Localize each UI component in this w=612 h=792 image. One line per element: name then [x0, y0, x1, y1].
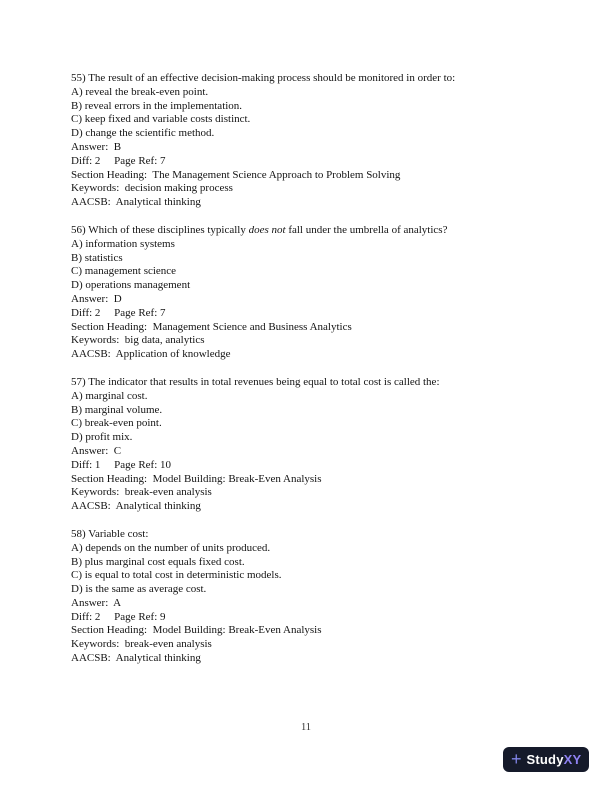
aacsb-line: AACSB: Analytical thinking — [71, 196, 201, 209]
option-d: D) is the same as average cost. — [71, 583, 207, 596]
option-a: A) information systems — [71, 237, 175, 250]
answer-line: Answer: C — [71, 444, 122, 457]
stem-text-suffix: fall under the umbrella of analytics? — [285, 223, 448, 236]
option-c: C) keep fixed and variable costs distinct. — [71, 113, 251, 126]
stem-text: 55) The result of an effective decision-making process should be monitored in order to: — [71, 72, 456, 84]
aacsb-line: AACSB: Application of knowledge — [71, 348, 231, 361]
section-heading-line: Section Heading: Management Science and Business Analytics — [71, 320, 352, 333]
option-c: C) break-even point. — [71, 417, 162, 430]
question-block-56 — [71, 224, 561, 362]
option-d: D) change the scientific method. — [71, 127, 215, 140]
answer-line: Answer: D — [71, 292, 122, 305]
option-a: A) depends on the number of units produced. — [71, 541, 271, 554]
question-stem — [71, 72, 561, 86]
keywords-line: Keywords: break-even analysis — [71, 486, 212, 499]
logo-wordmark — [527, 753, 582, 766]
stem-text: 58) Variable cost: — [71, 527, 149, 540]
page-number: 11 — [300, 722, 312, 733]
stem-text: 57) The indicator that results in total revenues being equal to total cost is called the: — [71, 375, 440, 388]
section-heading-line: Section Heading: Model Building: Break-Even Analysis — [71, 472, 322, 485]
question-block-57 — [71, 376, 561, 514]
stem-italic-text: does not — [248, 223, 286, 236]
studyxy-logo — [503, 747, 589, 772]
option-b: B) marginal volume. — [71, 403, 163, 416]
diff-pageref-line: Diff: 2 Page Ref: 9 — [71, 610, 166, 623]
section-heading-line: Section Heading: The Management Science Approach to Problem Solving — [71, 168, 401, 181]
option-b: B) plus marginal cost equals fixed cost. — [71, 555, 245, 568]
option-a: A) reveal the break-even point. — [71, 85, 209, 98]
answer-line: Answer: B — [71, 140, 122, 153]
keywords-line: Keywords: break-even analysis — [71, 638, 212, 651]
option-b: B) reveal errors in the implementation. — [71, 99, 243, 112]
option-d: D) profit mix. — [71, 431, 133, 444]
answer-line: Answer: A — [71, 596, 122, 609]
question-stem — [71, 376, 561, 390]
keywords-line: Keywords: big data, analytics — [71, 334, 205, 347]
aacsb-line: AACSB: Analytical thinking — [71, 652, 201, 665]
plus-icon: + — [511, 748, 522, 769]
logo-text-accent: XY — [563, 752, 582, 767]
diff-pageref-line: Diff: 2 Page Ref: 7 — [71, 154, 166, 167]
section-heading-line: Section Heading: Model Building: Break-Even Analysis — [71, 624, 322, 637]
question-list — [71, 72, 561, 680]
logo-text-primary: Study — [526, 752, 564, 767]
option-d: D) operations management — [71, 279, 191, 292]
aacsb-line: AACSB: Analytical thinking — [71, 500, 201, 513]
option-a: A) marginal cost. — [71, 389, 148, 402]
option-c: C) is equal to total cost in deterministic models. — [71, 569, 282, 582]
stem-text: 56) Which of these disciplines typically — [71, 223, 249, 236]
diff-pageref-line: Diff: 2 Page Ref: 7 — [71, 306, 166, 319]
option-c: C) management science — [71, 265, 177, 278]
question-block-55 — [71, 72, 561, 210]
option-b: B) statistics — [71, 251, 123, 264]
keywords-line: Keywords: decision making process — [71, 182, 233, 195]
question-stem — [71, 224, 561, 238]
diff-pageref-line: Diff: 1 Page Ref: 10 — [71, 458, 172, 471]
question-block-58 — [71, 528, 561, 666]
question-stem — [71, 528, 561, 542]
